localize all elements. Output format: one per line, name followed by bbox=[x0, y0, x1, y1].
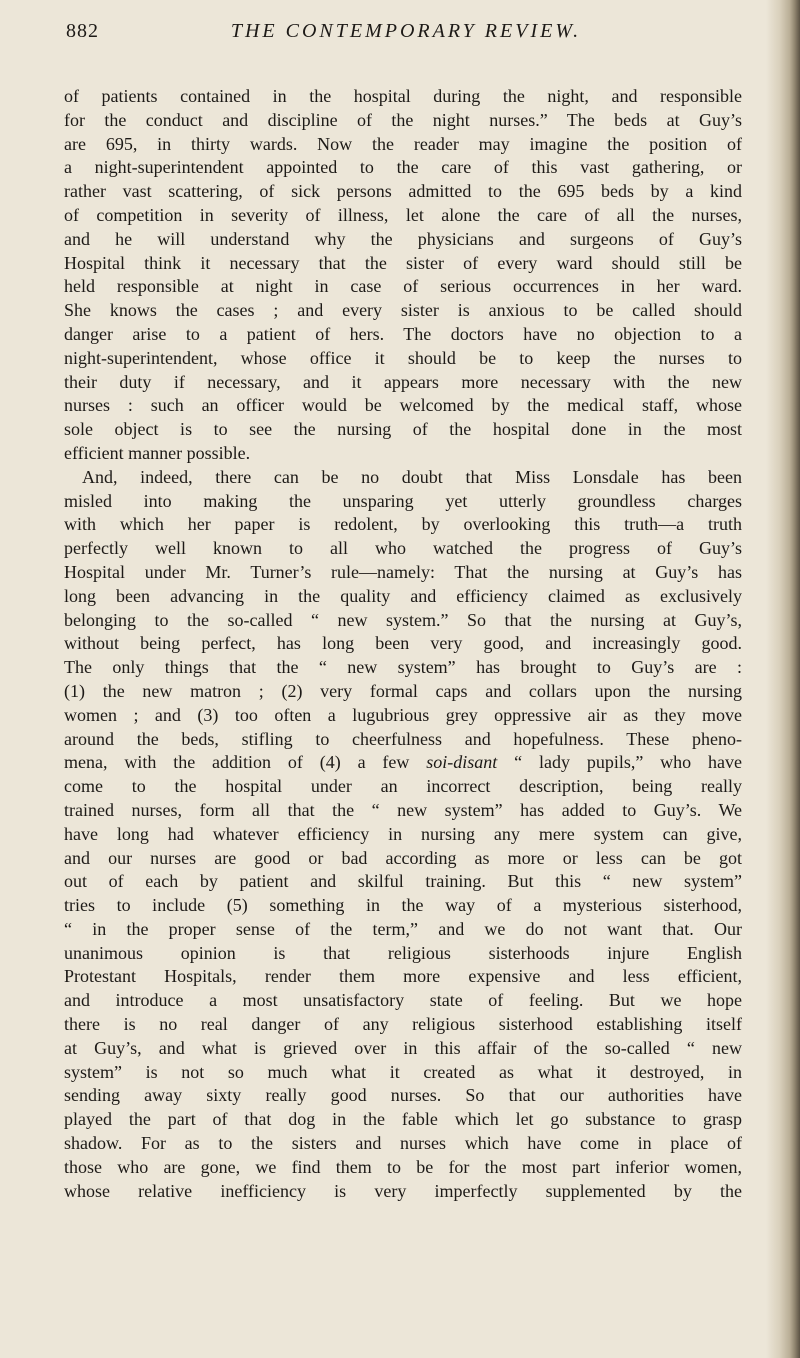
text-line: sending away sixty really good nurses. So that our authorities have bbox=[64, 1085, 742, 1106]
text-line: Hospital under Mr. Turner’s rule—namely: That the nursing at Guy’s has bbox=[64, 561, 742, 582]
text-line: (1) the new matron ; (2) very formal caps and collars upon the nursing bbox=[64, 680, 742, 701]
paragraph-start-line: And, indeed, there can be no doubt that Miss Lonsdale has been bbox=[82, 466, 742, 487]
page-binding-edge bbox=[766, 0, 800, 1358]
text-line: night-superintendent, whose office it should be to keep the nurses to bbox=[64, 347, 742, 368]
text-line: a night-superintendent appointed to the care of this vast gathering, or bbox=[64, 157, 742, 178]
text-line: Protestant Hospitals, render them more expensive and less efficient, bbox=[64, 966, 742, 987]
text-line: and introduce a most unsatisfactory state of feeling. But we hope bbox=[64, 990, 742, 1011]
text-line: trained nurses, form all that the “ new system” has added to Guy’s. We bbox=[64, 799, 742, 820]
italic-phrase: soi-disant bbox=[426, 752, 498, 773]
text-line: The only things that the “ new system” has brought to Guy’s are : bbox=[64, 657, 742, 678]
text-line: rather vast scattering, of sick persons admitted to the 695 beds by a kind bbox=[64, 181, 742, 202]
text-line: danger arise to a patient of hers. The doctors have no objection to a bbox=[64, 323, 742, 344]
text-line: mena, with the addition of (4) a few soi-disant “ lady pupils,” who have bbox=[64, 752, 742, 773]
text-line: played the part of that dog in the fable which let go substance to grasp bbox=[64, 1109, 742, 1130]
text-line: Hospital think it necessary that the sister of every ward should still be bbox=[64, 252, 742, 273]
text-line: system” is not so much what it created as what it destroyed, in bbox=[64, 1061, 742, 1082]
text-line: and he will understand why the physicians and surgeons of Guy’s bbox=[64, 228, 742, 249]
text-line: belonging to the so-called “ new system.” So that the nursing at Guy’s, bbox=[64, 609, 742, 630]
text-line: of competition in severity of illness, let alone the care of all the nurses, bbox=[64, 204, 742, 225]
text-line: out of each by patient and skilful training. But this “ new system” bbox=[64, 871, 742, 892]
text-line: nurses : such an officer would be welcomed by the medical staff, whose bbox=[64, 395, 742, 416]
text-line: sole object is to see the nursing of the hospital done in the most bbox=[64, 419, 742, 440]
text-line: shadow. For as to the sisters and nurses which have come in place of bbox=[64, 1133, 742, 1154]
text-line: without being perfect, has long been very good, and increasingly good. bbox=[64, 633, 742, 654]
running-head bbox=[66, 20, 736, 56]
text-line: whose relative inefficiency is very imperfectly supplemented by the bbox=[64, 1180, 742, 1201]
text-line: for the conduct and discipline of the night nurses.” The beds at Guy’s bbox=[64, 109, 742, 130]
text-line: those who are gone, we find them to be for the most part inferior women, bbox=[64, 1156, 742, 1177]
text-line: their duty if necessary, and it appears more necessary with the new bbox=[64, 371, 742, 392]
text-line: of patients contained in the hospital during the night, and responsible bbox=[64, 86, 742, 106]
text-line: misled into making the unsparing yet utterly groundless charges bbox=[64, 490, 742, 511]
text-line: tries to include (5) something in the way of a mysterious sisterhood, bbox=[64, 895, 742, 916]
text-line: with which her paper is redolent, by overlooking this truth—a truth bbox=[64, 514, 742, 535]
text-line: and our nurses are good or bad according as more or less can be got bbox=[64, 847, 742, 868]
text-line: there is no real danger of any religious sisterhood establishing itself bbox=[64, 1014, 742, 1035]
text-line: come to the hospital under an incorrect description, being really bbox=[64, 776, 742, 797]
paragraph-end-line: efficient manner possible. bbox=[64, 442, 251, 463]
text-line: have long had whatever efficiency in nursing any mere system can give, bbox=[64, 823, 742, 844]
text-line: She knows the cases ; and every sister is anxious to be called should bbox=[64, 300, 742, 321]
text-line: are 695, in thirty wards. Now the reader may imagine the position of bbox=[64, 133, 742, 154]
text-line: long been advancing in the quality and efficiency claimed as exclusively bbox=[64, 585, 742, 606]
text-line: unanimous opinion is that religious sisterhoods injure English bbox=[64, 942, 742, 963]
text-line: “ in the proper sense of the term,” and we do not want that. Our bbox=[64, 918, 742, 939]
text-line: women ; and (3) too often a lugubrious grey oppressive air as they move bbox=[64, 704, 742, 725]
text-line: at Guy’s, and what is grieved over in this affair of the so-called “ new bbox=[64, 1037, 742, 1058]
text-line: held responsible at night in case of serious occurrences in her ward. bbox=[64, 276, 742, 297]
text-line: perfectly well known to all who watched the progress of Guy’s bbox=[64, 538, 742, 559]
journal-title: THE CONTEMPORARY REVIEW. bbox=[230, 20, 582, 42]
body-text bbox=[64, 85, 742, 1203]
page-number: 882 bbox=[66, 20, 99, 42]
text-line: around the beds, stifling to cheerfulness and hopefulness. These pheno- bbox=[64, 728, 742, 749]
